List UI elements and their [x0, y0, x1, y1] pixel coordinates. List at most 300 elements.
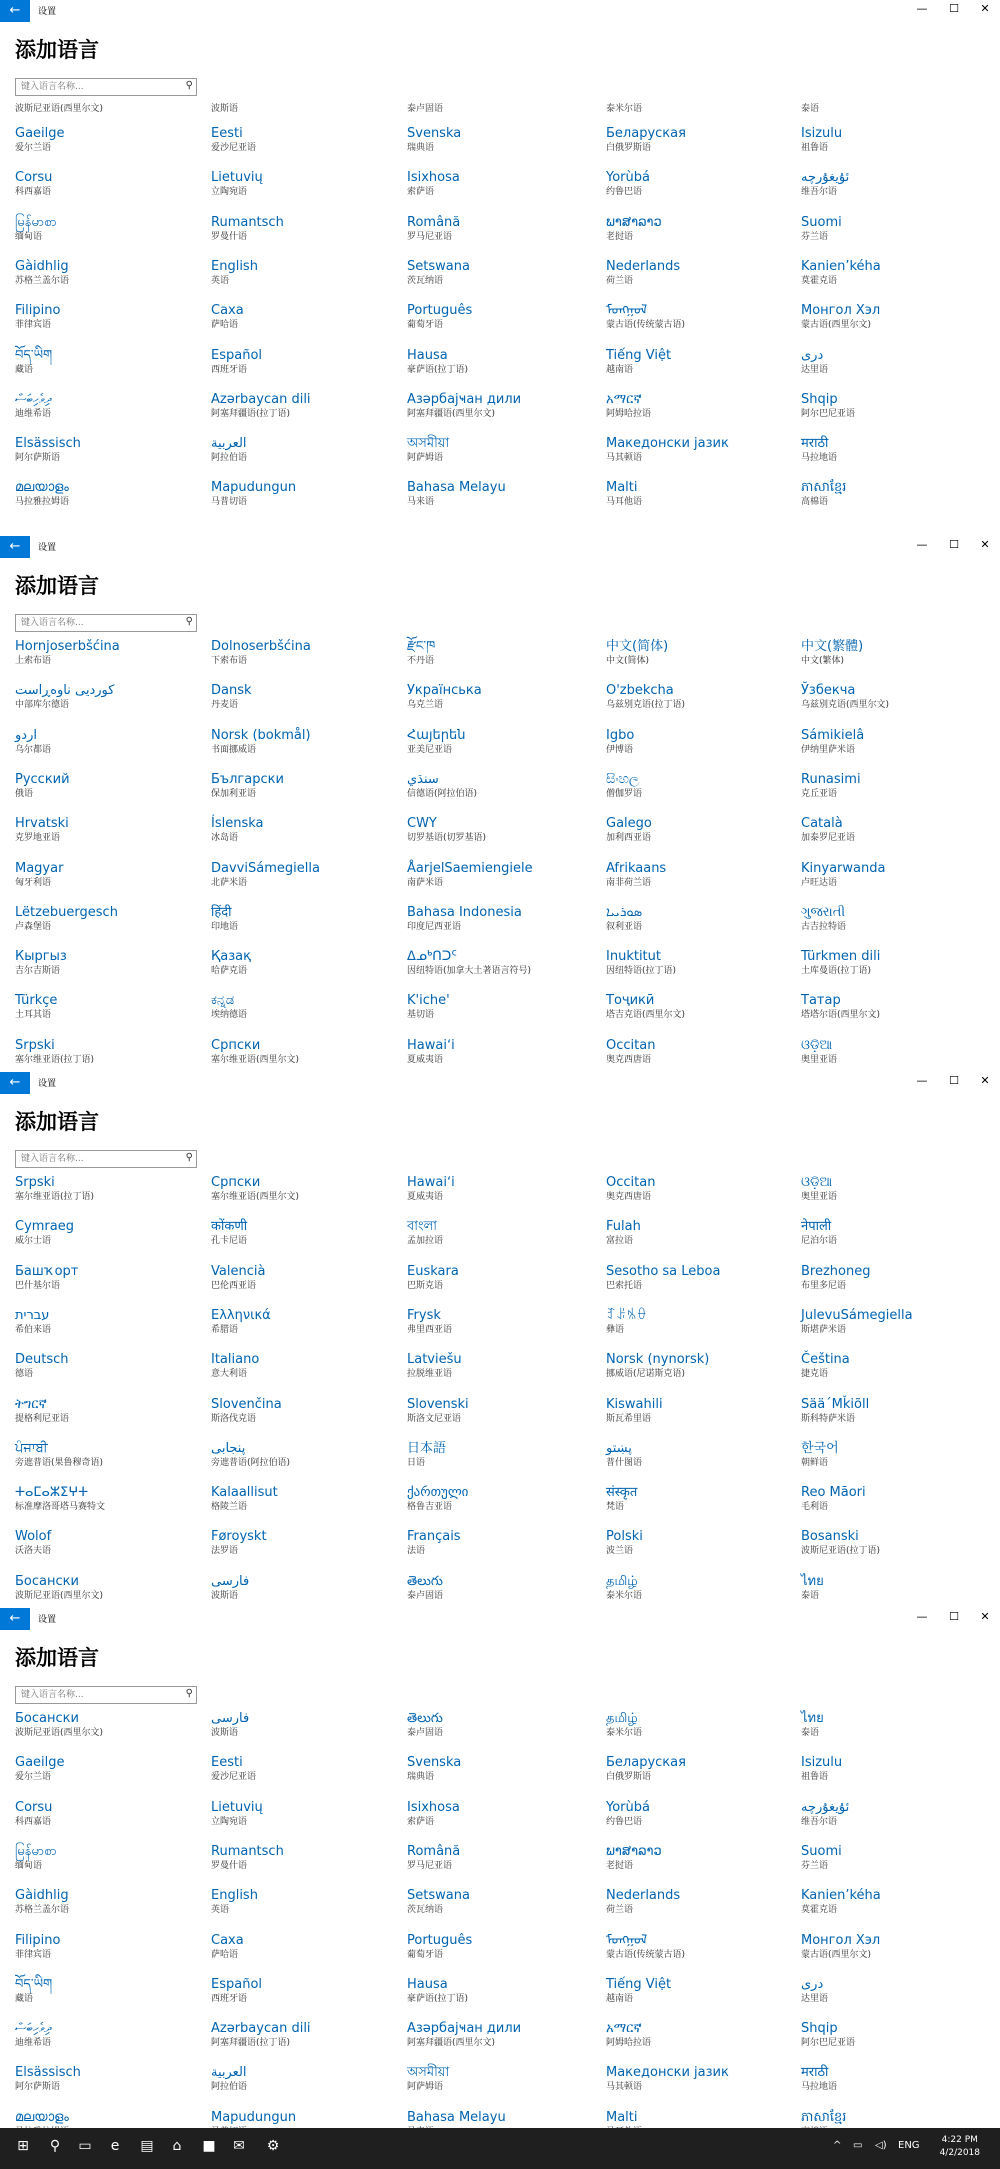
language-chinese-name: 奥克西唐语 [606, 1054, 652, 1065]
language-item[interactable] [606, 1800, 796, 1840]
language-item[interactable] [606, 215, 796, 255]
language-item[interactable] [15, 170, 205, 210]
language-native-name: ಕನ್ನಡ [211, 993, 235, 1009]
language-item[interactable] [211, 772, 401, 812]
search-box[interactable] [15, 78, 197, 96]
language-item[interactable] [211, 215, 401, 255]
language-item[interactable] [407, 170, 597, 210]
language-item[interactable] [15, 215, 205, 255]
language-item[interactable] [606, 1485, 796, 1525]
language-chinese-name: 罗马尼亚语 [407, 231, 453, 242]
language-item[interactable] [15, 259, 205, 299]
language-chinese-name: 约鲁巴语 [606, 1816, 643, 1827]
language-item[interactable] [15, 1175, 205, 1215]
language-native-name: Rumantsch [211, 1843, 284, 1859]
network-icon[interactable]: ▭ [853, 2140, 863, 2151]
language-item[interactable] [606, 861, 796, 901]
store-icon[interactable]: ⌂ [172, 2138, 182, 2154]
language-item[interactable] [211, 1888, 401, 1928]
language-item[interactable] [801, 1933, 991, 1973]
language-item[interactable] [801, 348, 991, 388]
back-button[interactable]: ← [0, 0, 30, 22]
language-native-name: ꆈꌠꁱꂷ [606, 1307, 647, 1323]
language-item[interactable] [801, 392, 991, 432]
language-native-name: Français [407, 1529, 461, 1545]
language-item[interactable] [407, 949, 597, 989]
language-item[interactable] [606, 683, 796, 723]
language-chinese-name: 标准摩洛哥塔马赛特文 [15, 1502, 106, 1513]
language-chinese-name: 阿姆哈拉语 [606, 2038, 652, 2049]
clock-time: 4:22 PM [941, 2135, 978, 2145]
language-native-name: Sää´Mǩiõll [801, 1396, 870, 1412]
language-item[interactable] [606, 1175, 796, 1215]
language-item[interactable] [606, 436, 796, 476]
close-button[interactable]: ✕ [980, 1610, 990, 1623]
language-native-name: Afrikaans [606, 860, 667, 876]
language-item[interactable] [606, 1977, 796, 2017]
search-input[interactable] [21, 1688, 171, 1701]
language-item[interactable] [211, 1441, 401, 1481]
language-chinese-name: 毛利语 [801, 1502, 829, 1513]
language-item[interactable] [407, 816, 597, 856]
language-chinese-name: 老挝语 [606, 1860, 634, 1871]
language-item[interactable] [801, 1352, 991, 1392]
language-item[interactable] [15, 1264, 205, 1304]
language-chinese-name: 南萨米语 [407, 877, 444, 888]
search-icon[interactable]: ⚲ [185, 1688, 193, 1699]
language-item[interactable] [407, 1352, 597, 1392]
language-item[interactable] [407, 436, 597, 476]
language-chinese-name: 菲律宾语 [15, 320, 52, 331]
search-icon[interactable]: ⚲ [185, 80, 193, 91]
back-button[interactable]: ← [0, 536, 30, 558]
language-item[interactable] [801, 1529, 991, 1569]
language-item[interactable] [15, 1485, 205, 1525]
search-icon[interactable]: ⚲ [185, 1152, 193, 1163]
language-item[interactable] [211, 2065, 401, 2105]
search-icon[interactable]: ⚲ [185, 616, 193, 627]
language-item[interactable] [606, 1888, 796, 1928]
language-item[interactable] [15, 1711, 205, 1751]
language-chinese-name: 西班牙语 [211, 364, 248, 375]
language-item[interactable] [407, 126, 597, 166]
language-item[interactable] [407, 1397, 597, 1437]
language-item[interactable] [211, 1755, 401, 1795]
close-button[interactable]: ✕ [980, 538, 990, 551]
maximize-button[interactable]: ☐ [949, 538, 959, 551]
search-box[interactable] [15, 1150, 197, 1168]
language-chinese-name: 中部库尔德语 [15, 700, 70, 711]
language-item[interactable] [801, 1175, 991, 1215]
language-chinese-name: 因纽特语(拉丁语) [606, 966, 677, 977]
language-item[interactable] [15, 1755, 205, 1795]
language-item[interactable] [211, 1800, 401, 1840]
language-item[interactable] [606, 816, 796, 856]
search-input[interactable] [21, 1152, 171, 1165]
language-item[interactable] [211, 683, 401, 723]
language-native-name: Shqip [801, 2021, 838, 2037]
language-item[interactable] [211, 170, 401, 210]
language-item[interactable] [407, 639, 597, 679]
language-item[interactable] [211, 1308, 401, 1348]
input-language-indicator[interactable]: ENG [898, 2140, 920, 2151]
settings-window [0, 1608, 1000, 2128]
language-chinese-name: 泰米尔语 [606, 1590, 643, 1601]
language-item[interactable] [211, 1175, 401, 1215]
language-item[interactable] [211, 993, 401, 1033]
language-item[interactable] [606, 2065, 796, 2105]
language-item[interactable] [801, 1308, 991, 1348]
search-input[interactable] [21, 80, 171, 93]
search-icon[interactable]: ⚲ [49, 2138, 61, 2154]
window-title: 设置 [38, 543, 57, 553]
mail-icon[interactable]: ✉ [233, 2138, 245, 2154]
language-item[interactable] [407, 1844, 597, 1884]
language-item[interactable] [801, 1264, 991, 1304]
language-chinese-name: 塔吉克语(西里尔文) [606, 1010, 686, 1021]
language-chinese-name: 阿塞拜疆语(拉丁语) [211, 408, 291, 419]
language-item[interactable] [606, 1264, 796, 1304]
language-item[interactable] [15, 1844, 205, 1884]
language-native-name: Malti [606, 2109, 638, 2125]
language-item[interactable] [15, 949, 205, 989]
language-item[interactable] [606, 2021, 796, 2061]
language-chinese-name: 卢旺达语 [801, 877, 838, 888]
language-item[interactable] [606, 170, 796, 210]
language-item[interactable] [407, 392, 597, 432]
language-item[interactable] [15, 2065, 205, 2105]
language-item[interactable] [606, 259, 796, 299]
language-item[interactable] [15, 728, 205, 768]
language-item[interactable] [211, 728, 401, 768]
language-item[interactable] [15, 1352, 205, 1392]
language-item[interactable] [606, 1397, 796, 1437]
language-native-name: Svenska [407, 1755, 462, 1771]
language-item[interactable] [15, 1888, 205, 1928]
language-item[interactable] [407, 480, 597, 520]
language-item[interactable] [15, 1397, 205, 1437]
language-item[interactable] [407, 1800, 597, 1840]
language-item[interactable] [407, 993, 597, 1033]
language-item[interactable] [407, 303, 597, 343]
maximize-button[interactable]: ☐ [949, 1074, 959, 1087]
language-chinese-name: 巴斯克语 [407, 1280, 444, 1291]
language-item[interactable] [801, 728, 991, 768]
language-item[interactable] [407, 1529, 597, 1569]
language-item[interactable] [15, 126, 205, 166]
language-item[interactable] [801, 816, 991, 856]
language-item[interactable] [606, 392, 796, 432]
language-item[interactable] [15, 1977, 205, 2017]
language-item[interactable] [606, 1352, 796, 1392]
language-item[interactable] [407, 215, 597, 255]
language-item[interactable] [211, 949, 401, 989]
language-item[interactable] [407, 1888, 597, 1928]
language-native-name: Русский [15, 771, 70, 787]
language-item[interactable] [801, 2065, 991, 2105]
language-chinese-name: 阿尔萨斯语 [15, 2082, 61, 2093]
search-input[interactable] [21, 616, 171, 629]
show-hidden-icons-icon[interactable]: ^ [833, 2140, 842, 2151]
language-item[interactable] [211, 1529, 401, 1569]
language-item[interactable] [407, 861, 597, 901]
language-item[interactable] [15, 348, 205, 388]
language-item[interactable] [211, 480, 401, 520]
language-native-name: తెలుగు [407, 1573, 443, 1589]
minimize-button[interactable]: — [916, 1610, 928, 1623]
language-native-name: ᐃᓄᒃᑎᑐᑦ [407, 949, 457, 965]
language-item[interactable] [606, 1755, 796, 1795]
language-native-name: Беларуская [606, 126, 686, 141]
language-item[interactable] [407, 1977, 597, 2017]
language-native-name: Srpski [15, 1037, 55, 1053]
language-item[interactable] [211, 1844, 401, 1884]
language-chinese-name: 达里语 [801, 364, 829, 375]
language-item[interactable] [15, 1219, 205, 1259]
language-item[interactable] [606, 1441, 796, 1481]
language-item[interactable] [606, 772, 796, 812]
language-native-name: سنڌي [407, 771, 439, 787]
language-item[interactable] [211, 1711, 401, 1751]
language-item[interactable] [606, 303, 796, 343]
language-chinese-name: 荷兰语 [606, 275, 634, 286]
language-item[interactable] [15, 993, 205, 1033]
language-item[interactable] [211, 436, 401, 476]
language-item[interactable] [801, 1844, 991, 1884]
language-native-name: မြန်မာစာ [15, 1843, 57, 1859]
language-chinese-name: 缅甸语 [15, 1860, 43, 1871]
language-native-name: Isizulu [801, 1755, 843, 1771]
language-item[interactable] [606, 1933, 796, 1973]
language-chinese-name: 马其顿语 [606, 453, 643, 464]
language-item[interactable] [407, 1308, 597, 1348]
minimize-button[interactable]: — [916, 1074, 928, 1087]
language-native-name: JulevuSámegiella [801, 1307, 913, 1323]
language-chinese-name: 孟加拉语 [407, 1236, 444, 1247]
language-native-name: Malti [606, 480, 638, 496]
language-item[interactable] [606, 1219, 796, 1259]
language-item[interactable] [407, 772, 597, 812]
language-item[interactable] [407, 683, 597, 723]
language-item[interactable] [606, 1308, 796, 1348]
language-native-name: Gaeilge [15, 1755, 65, 1771]
language-item[interactable] [407, 2021, 597, 2061]
language-item[interactable] [15, 905, 205, 945]
back-button[interactable]: ← [0, 1072, 30, 1094]
settings-icon[interactable]: ⚙ [266, 2138, 280, 2154]
language-item[interactable] [407, 905, 597, 945]
language-item[interactable] [606, 639, 796, 679]
language-native-name: Română [407, 214, 461, 230]
language-item[interactable] [606, 1529, 796, 1569]
language-item[interactable] [211, 1397, 401, 1437]
language-native-name: ไทย [801, 1711, 824, 1726]
language-item[interactable] [407, 1755, 597, 1795]
language-item[interactable] [211, 259, 401, 299]
language-chinese-name: 加泰罗尼亚语 [801, 833, 856, 844]
language-item[interactable] [606, 949, 796, 989]
language-item[interactable] [801, 1441, 991, 1481]
settings-window [0, 536, 1000, 1072]
language-item[interactable] [15, 816, 205, 856]
language-item[interactable] [15, 1933, 205, 1973]
language-chinese-name: 僧伽罗语 [606, 788, 643, 799]
language-item[interactable] [606, 993, 796, 1033]
start-icon[interactable]: ⊞ [17, 2138, 29, 2154]
language-item[interactable] [211, 348, 401, 388]
language-item[interactable] [407, 259, 597, 299]
minimize-button[interactable]: — [916, 2, 928, 15]
language-item[interactable] [606, 1711, 796, 1751]
app-icon[interactable]: ■ [202, 2138, 216, 2154]
language-item[interactable] [606, 348, 796, 388]
language-item[interactable] [801, 1888, 991, 1928]
close-button[interactable]: ✕ [980, 2, 990, 15]
volume-icon[interactable]: ◁) [875, 2140, 887, 2151]
language-item[interactable] [15, 436, 205, 476]
language-item[interactable] [407, 348, 597, 388]
language-native-name: ÅarjelSaemiengiele [407, 860, 533, 876]
language-item[interactable] [606, 1844, 796, 1884]
language-native-name: Tiếng Việt [606, 1976, 672, 1992]
language-item[interactable] [407, 1219, 597, 1259]
file-explorer-icon[interactable]: ▤ [140, 2138, 154, 2154]
language-item[interactable] [407, 2065, 597, 2105]
language-chinese-name: 阿塞拜疆语(西里尔文) [407, 2038, 496, 2049]
language-item[interactable] [211, 1933, 401, 1973]
language-chinese-name: 越南语 [606, 364, 634, 375]
language-item[interactable] [801, 1397, 991, 1437]
language-native-name: 中文(简体) [606, 639, 669, 654]
language-item[interactable] [801, 2021, 991, 2061]
language-item[interactable] [15, 2021, 205, 2061]
language-item[interactable] [606, 480, 796, 520]
language-item[interactable] [801, 480, 991, 520]
language-native-name: Corsu [15, 170, 53, 186]
language-item[interactable] [801, 905, 991, 945]
language-item[interactable] [801, 639, 991, 679]
language-item[interactable] [407, 1485, 597, 1525]
language-chinese-name: 波斯尼亚语(西里尔文) [15, 1590, 104, 1601]
language-item[interactable] [211, 303, 401, 343]
language-native-name: Беларуская [606, 1755, 686, 1771]
language-item[interactable] [15, 639, 205, 679]
language-item[interactable] [211, 1264, 401, 1304]
language-item[interactable] [801, 683, 991, 723]
language-item[interactable] [15, 683, 205, 723]
back-button[interactable]: ← [0, 1608, 30, 1630]
language-item[interactable] [801, 1711, 991, 1751]
language-item[interactable] [15, 303, 205, 343]
language-item[interactable] [211, 1977, 401, 2017]
language-item[interactable] [801, 126, 991, 166]
language-item[interactable] [211, 639, 401, 679]
language-item[interactable] [211, 126, 401, 166]
language-item[interactable] [211, 2021, 401, 2061]
language-item[interactable] [801, 1485, 991, 1525]
language-item[interactable] [801, 993, 991, 1033]
language-item[interactable] [801, 949, 991, 989]
language-item[interactable] [801, 861, 991, 901]
language-item[interactable] [801, 1800, 991, 1840]
language-item[interactable] [15, 861, 205, 901]
language-item[interactable] [211, 905, 401, 945]
language-item[interactable] [15, 480, 205, 520]
language-item[interactable] [211, 816, 401, 856]
language-item[interactable] [801, 215, 991, 255]
language-item[interactable] [801, 1977, 991, 2017]
language-item[interactable] [211, 861, 401, 901]
language-item[interactable] [407, 1175, 597, 1215]
edge-icon[interactable]: e [110, 2138, 120, 2154]
language-native-name: Elsässisch [15, 2065, 81, 2081]
taskbar [0, 2128, 1000, 2169]
language-item[interactable] [15, 1800, 205, 1840]
language-item[interactable] [407, 728, 597, 768]
language-item[interactable] [801, 170, 991, 210]
taskbar-clock[interactable] [940, 2134, 980, 2160]
language-native-name: Ελληνικά [211, 1307, 271, 1323]
language-item[interactable] [15, 392, 205, 432]
language-item[interactable] [15, 772, 205, 812]
minimize-button[interactable]: — [916, 538, 928, 551]
language-item[interactable] [606, 905, 796, 945]
language-chinese-name: 阿尔巴尼亚语 [801, 2038, 856, 2049]
language-item[interactable] [801, 1219, 991, 1259]
language-item[interactable] [15, 1441, 205, 1481]
language-chinese-name: 冰岛语 [211, 833, 239, 844]
language-item[interactable] [801, 259, 991, 299]
language-item[interactable] [801, 772, 991, 812]
language-native-name: မြန်မာစာ [15, 214, 57, 230]
language-item[interactable] [407, 1264, 597, 1304]
search-box[interactable] [15, 614, 197, 632]
language-item[interactable] [606, 728, 796, 768]
language-chinese-name: 乌兹别克语(西里尔文) [801, 700, 890, 711]
search-box[interactable] [15, 1686, 197, 1704]
language-chinese-name: 白俄罗斯语 [606, 143, 652, 153]
language-item[interactable] [407, 1441, 597, 1481]
language-item[interactable] [407, 1711, 597, 1751]
language-chinese-name: 日语 [407, 1457, 426, 1468]
language-item[interactable] [211, 1485, 401, 1525]
language-native-name: Magyar [15, 860, 64, 876]
language-item[interactable] [407, 1933, 597, 1973]
maximize-button[interactable]: ☐ [949, 1610, 959, 1623]
language-item[interactable] [15, 1308, 205, 1348]
language-native-name: Bahasa Melayu [407, 480, 506, 496]
language-chinese-name: 波斯语 [211, 1590, 239, 1601]
language-native-name: संस्कृत [606, 1485, 638, 1501]
task-view-icon[interactable]: ▭ [78, 2138, 92, 2154]
language-chinese-name: 科西嘉语 [15, 187, 52, 198]
language-item[interactable] [801, 1755, 991, 1795]
language-item[interactable] [211, 1219, 401, 1259]
language-chinese-name: 书面挪威语 [211, 744, 257, 755]
language-chinese-name: 波兰语 [606, 1546, 634, 1557]
language-item[interactable] [801, 436, 991, 476]
language-item[interactable] [15, 1529, 205, 1569]
language-item[interactable] [211, 392, 401, 432]
language-item[interactable] [801, 303, 991, 343]
close-button[interactable]: ✕ [980, 1074, 990, 1087]
maximize-button[interactable]: ☐ [949, 2, 959, 15]
language-native-name: DavviSámegiella [211, 860, 320, 876]
language-item[interactable] [606, 126, 796, 166]
language-item[interactable] [211, 1352, 401, 1392]
language-native-name: తెలుగు [407, 1711, 443, 1726]
language-native-name: Dolnoserbšćina [211, 639, 311, 654]
